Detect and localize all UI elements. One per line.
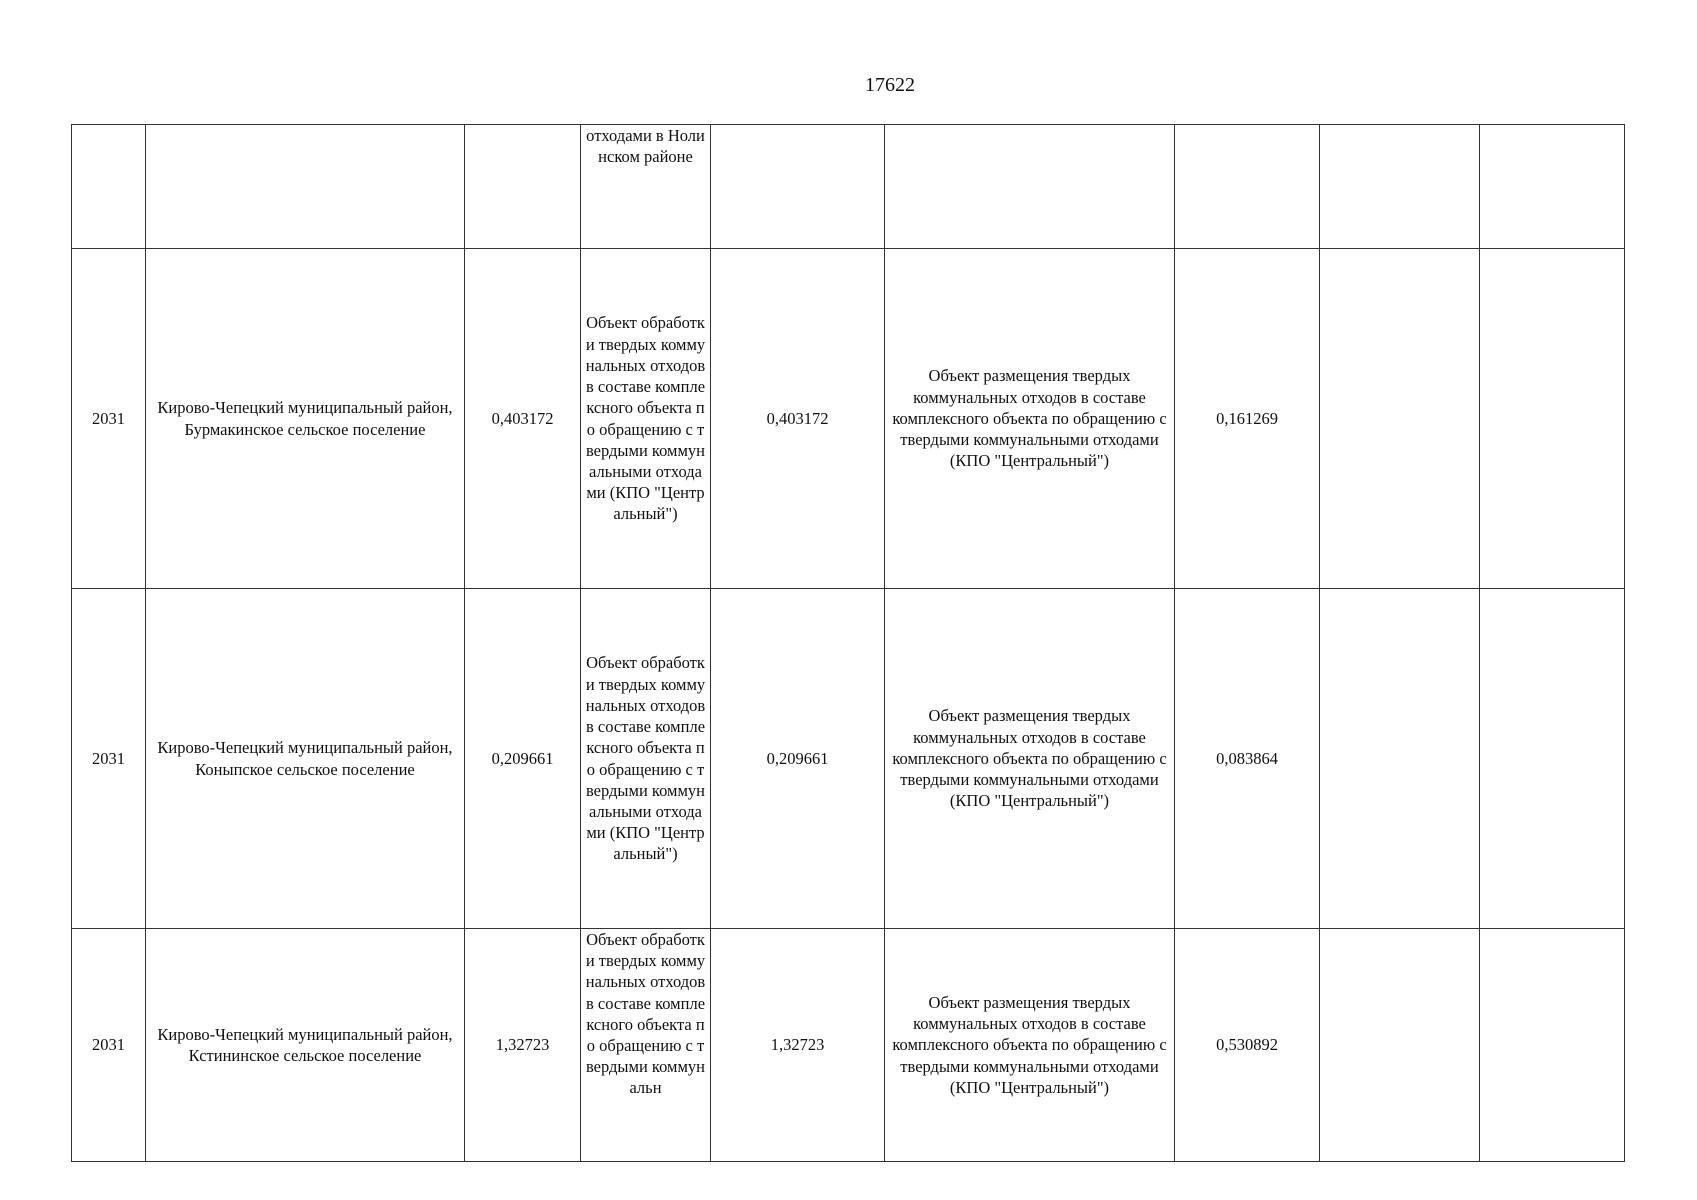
empty-cell	[1320, 589, 1480, 929]
volume-cell: 1,32723	[465, 929, 581, 1162]
processing-facility-cell: отходами в Нолинском районе	[581, 125, 711, 249]
processing-facility-cell: Объект обработки твердых коммунальных отходов в составе комплексного объекта по обращению с твердыми коммунальными отходами (КПО "Центральный")	[581, 589, 711, 929]
page-number: 17622	[865, 74, 915, 96]
year-cell: 2031	[72, 589, 146, 929]
processing-volume-cell: 0,209661	[711, 589, 885, 929]
table-row	[72, 249, 1625, 589]
empty-cell	[1320, 929, 1480, 1162]
volume-cell: 0,209661	[465, 589, 581, 929]
volume-cell: 0,403172	[465, 249, 581, 589]
municipality-cell: Кирово-Чепецкий муниципальный район, Кстининское сельское поселение	[146, 929, 465, 1162]
empty-cell	[1480, 929, 1625, 1162]
processing-volume-cell: 1,32723	[711, 929, 885, 1162]
processing-facility-cell: Объект обработки твердых коммунальных отходов в составе комплексного объекта по обращению с твердыми коммунальн	[581, 929, 711, 1162]
year-cell: 2031	[72, 929, 146, 1162]
municipality-cell: Кирово-Чепецкий муниципальный район, Коныпское сельское поселение	[146, 589, 465, 929]
table-row	[72, 589, 1625, 929]
table-row	[72, 929, 1625, 1162]
placement-facility-cell: Объект размещения твердых коммунальных отходов в составе комплексного объекта по обращению с твердыми коммунальными отходами (КПО "Центральный")	[885, 249, 1175, 589]
waste-flow-table	[71, 124, 1625, 1162]
processing-volume-cell: 0,403172	[711, 249, 885, 589]
processing-facility-cell: Объект обработки твердых коммунальных отходов в составе комплексного объекта по обращению с твердыми коммунальными отходами (КПО "Центральный")	[581, 249, 711, 589]
placement-facility-cell	[885, 125, 1175, 249]
volume-cell	[465, 125, 581, 249]
placement-volume-cell	[1175, 125, 1320, 249]
placement-volume-cell: 0,161269	[1175, 249, 1320, 589]
placement-facility-cell: Объект размещения твердых коммунальных отходов в составе комплексного объекта по обращению с твердыми коммунальными отходами (КПО "Центральный")	[885, 929, 1175, 1162]
municipality-cell: Кирово-Чепецкий муниципальный район, Бурмакинское сельское поселение	[146, 249, 465, 589]
municipality-cell	[146, 125, 465, 249]
placement-volume-cell: 0,083864	[1175, 589, 1320, 929]
empty-cell	[1480, 249, 1625, 589]
table-row-continuation	[72, 125, 1625, 249]
placement-volume-cell: 0,530892	[1175, 929, 1320, 1162]
processing-volume-cell	[711, 125, 885, 249]
empty-cell	[1480, 589, 1625, 929]
year-cell	[72, 125, 146, 249]
empty-cell	[1320, 249, 1480, 589]
year-cell: 2031	[72, 249, 146, 589]
empty-cell	[1320, 125, 1480, 249]
placement-facility-cell: Объект размещения твердых коммунальных отходов в составе комплексного объекта по обращению с твердыми коммунальными отходами (КПО "Центральный")	[885, 589, 1175, 929]
empty-cell	[1480, 125, 1625, 249]
